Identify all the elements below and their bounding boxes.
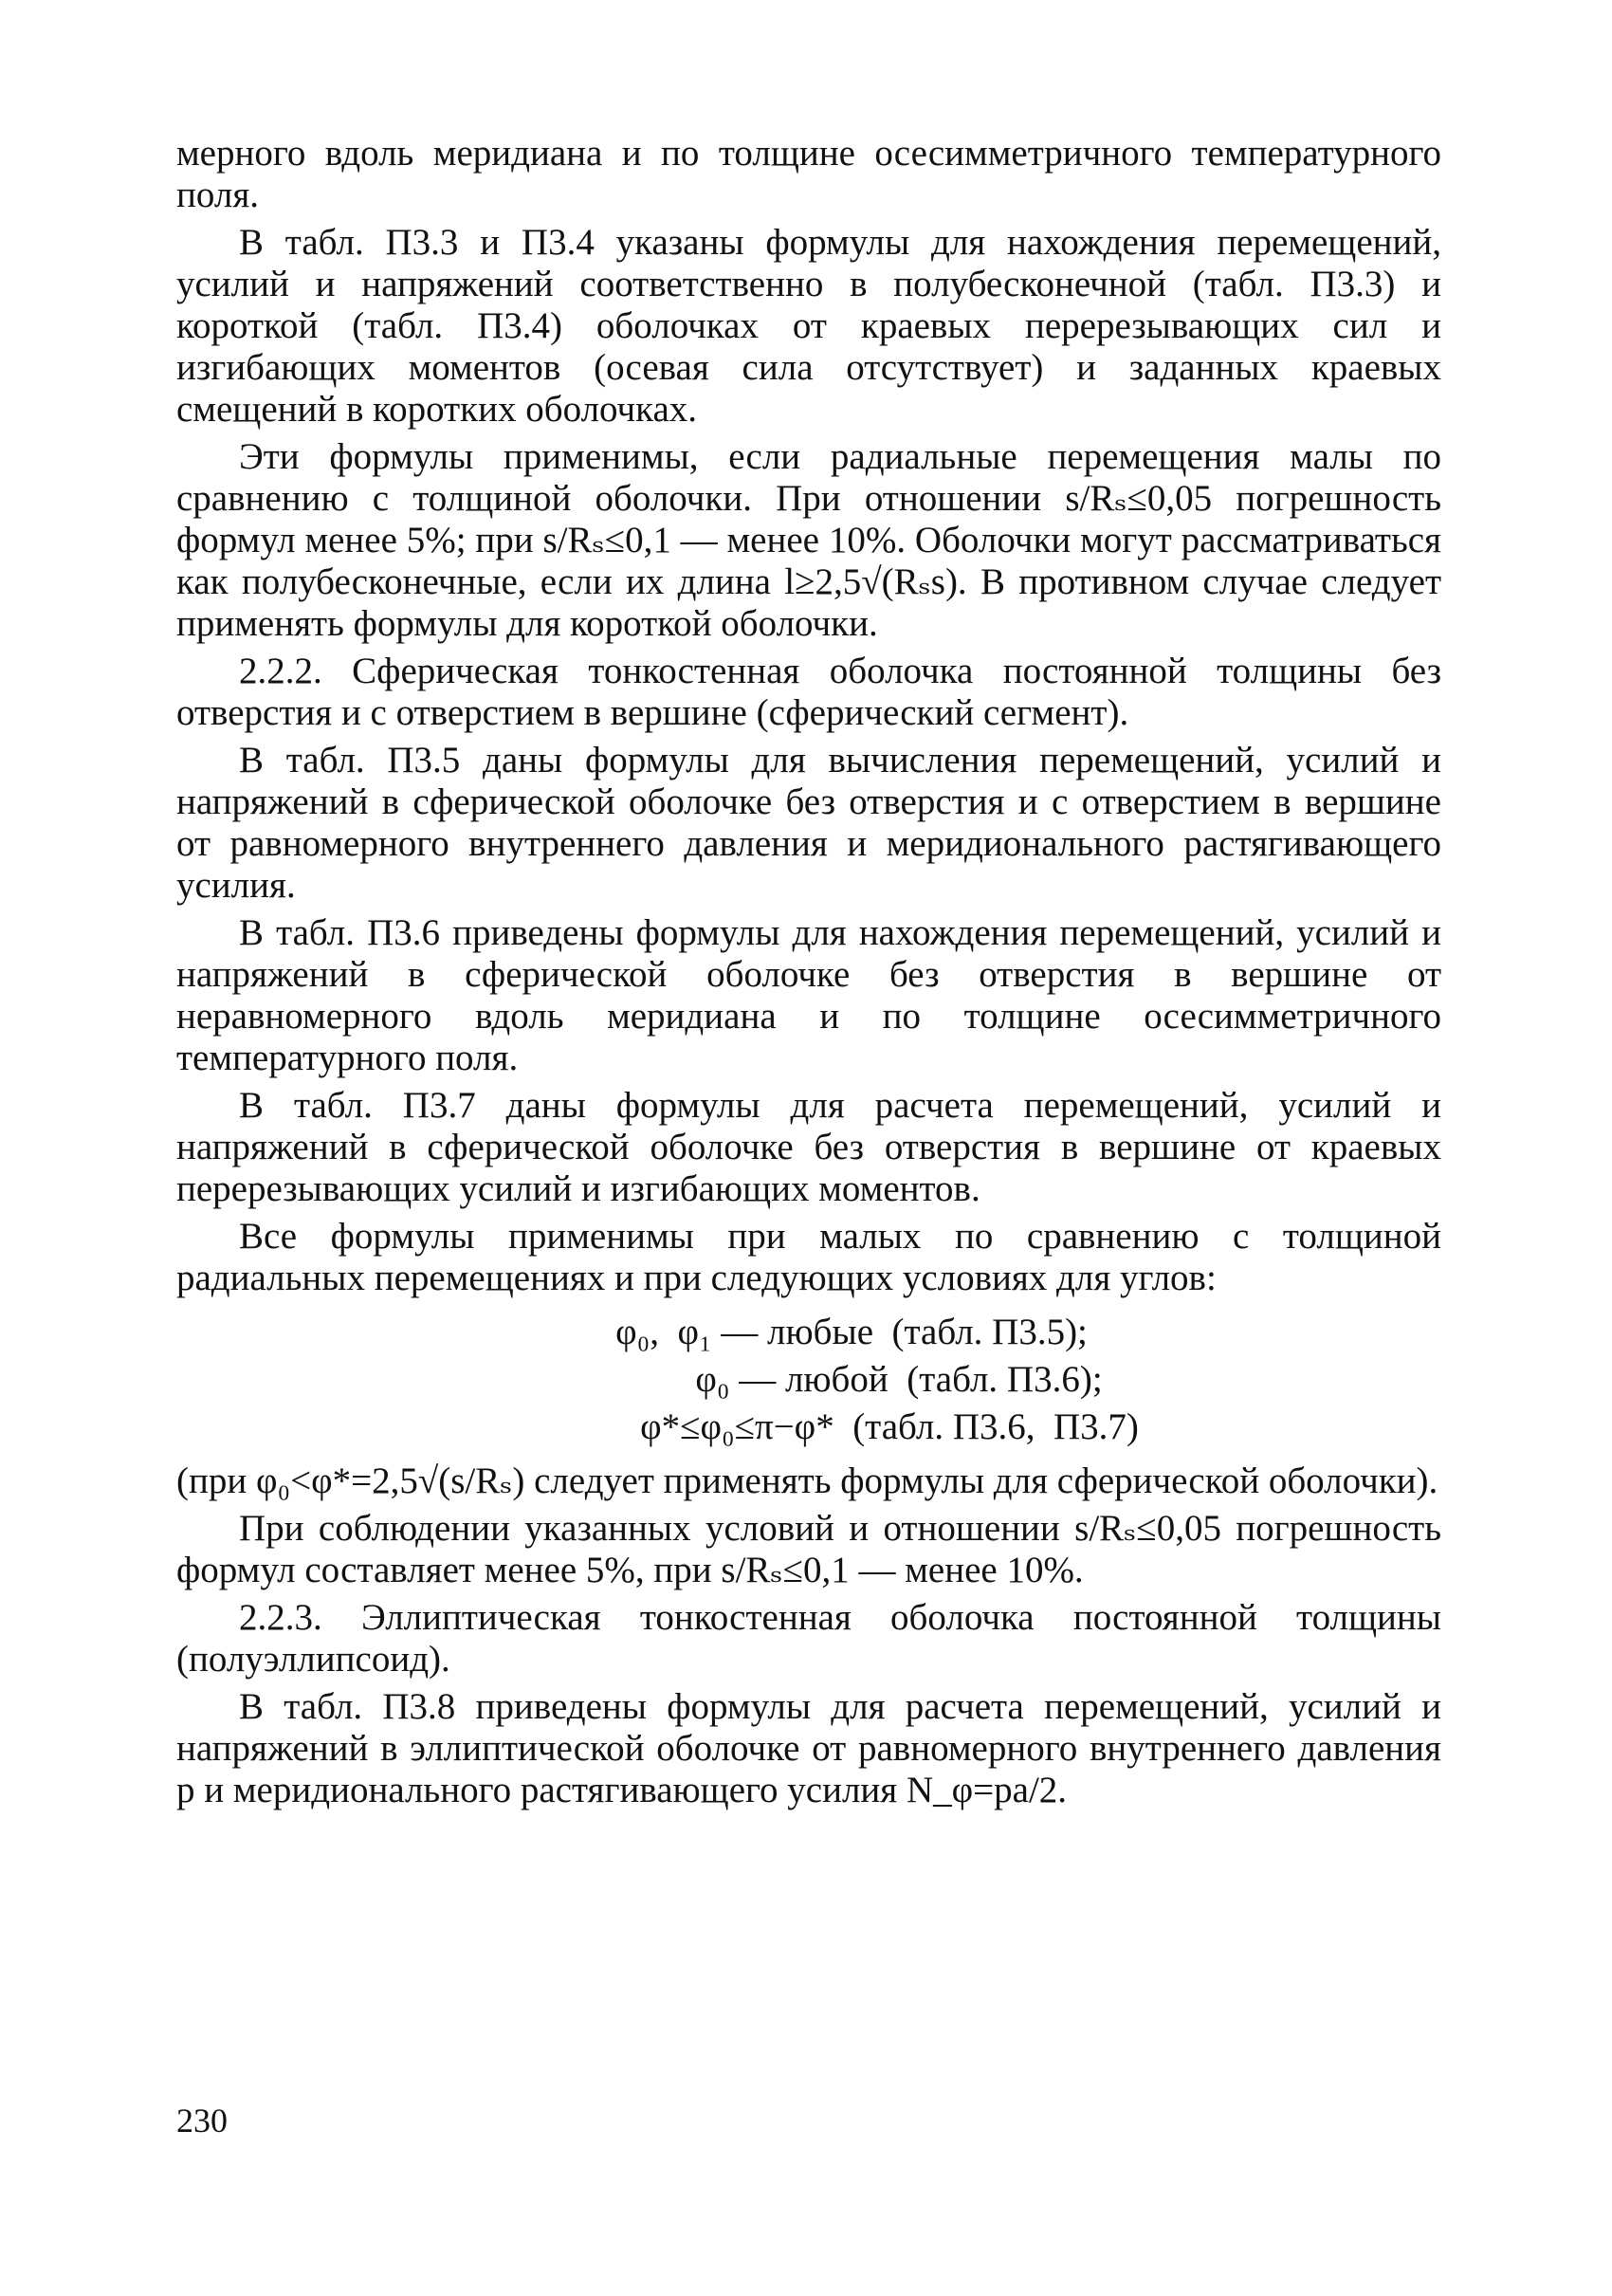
- paragraph-applicability: Эти формулы применимы, если радиальные перемещения малы по сравнению с толщиной оболочки. При отношении s/Rₛ≤0,05 погрешность формул менее 5%; при s/Rₛ≤0,1 — менее 10%. Оболочки могут рассматриваться как полубесконечные, если их длина l≥2,5√(Rₛs). В противном случае следует применять формулы для короткой оболочки.: [176, 436, 1441, 644]
- paragraph-table-p3-7: В табл. П3.7 даны формулы для расчета перемещений, усилий и напряжений в сферической оболочке без отверстия в вершине от краевых перерезывающих усилий и изгибающих моментов.: [176, 1085, 1441, 1209]
- page-body: [176, 133, 1441, 1817]
- paragraph-table-p3-8: В табл. П3.8 приведены формулы для расчета перемещений, усилий и напряжений в эллиптической оболочке от равномерного внутреннего давления p и меридионального растягивающего усилия N_φ=pa/2.: [176, 1686, 1441, 1810]
- paragraph-tables-p3-3-p3-4: В табл. П3.3 и П3.4 указаны формулы для нахождения перемещений, усилий и напряжений соответственно в полубесконечной (табл. П3.3) и короткой (табл. П3.4) оболочках от краевых перерезывающих сил и изгибающих моментов (осевая сила отсутствует) и заданных краевых смещений в коротких оболочках.: [176, 222, 1441, 430]
- section-heading-2-2-2: 2.2.2. Сферическая тонкостенная оболочка постоянной толщины без отверстия и с отверстием в вершине (сферический сегмент).: [176, 651, 1441, 733]
- formula-line-3: φ*≤φ₀≤π−φ* (табл. П3.6, П3.7): [640, 1406, 1139, 1447]
- paragraph-table-p3-6: В табл. П3.6 приведены формулы для нахождения перемещений, усилий и напряжений в сферической оболочке без отверстия в вершине от неравномерного вдоль меридиана и по толщине осесимметричного температурного поля.: [176, 912, 1441, 1078]
- formula-line-2: φ₀ — любой (табл. П3.6);: [695, 1359, 1103, 1400]
- paragraph-table-p3-5: В табл. П3.5 даны формулы для вычисления перемещений, усилий и напряжений в сферической оболочке без отверстия и с отверстием в вершине от равномерного внутреннего давления и меридионального растягивающего усилия.: [176, 740, 1441, 906]
- section-heading-2-2-3: 2.2.3. Эллиптическая тонкостенная оболочка постоянной толщины (полуэллипсоид).: [176, 1597, 1441, 1680]
- paragraph-continuation: мерного вдоль меридиана и по толщине осесимметричного температурного поля.: [176, 133, 1441, 215]
- page-number: 230: [176, 2102, 228, 2140]
- formula-line-1: φ₀, φ₁ — любые (табл. П3.5);: [615, 1312, 1088, 1352]
- angle-conditions: [176, 1309, 1441, 1451]
- paragraph-error-estimate: При соблюдении указанных условий и отношении s/Rₛ≤0,05 погрешность формул составляет менее 5%, при s/Rₛ≤0,1 — менее 10%.: [176, 1508, 1441, 1590]
- paragraph-conditions: Все формулы применимы при малых по сравнению с толщиной радиальных перемещениях и при следующих условиях для углов:: [176, 1216, 1441, 1298]
- paragraph-spherical-note: (при φ₀<φ*=2,5√(s/Rₛ) следует применять формулы для сферической оболочки).: [176, 1460, 1438, 1501]
